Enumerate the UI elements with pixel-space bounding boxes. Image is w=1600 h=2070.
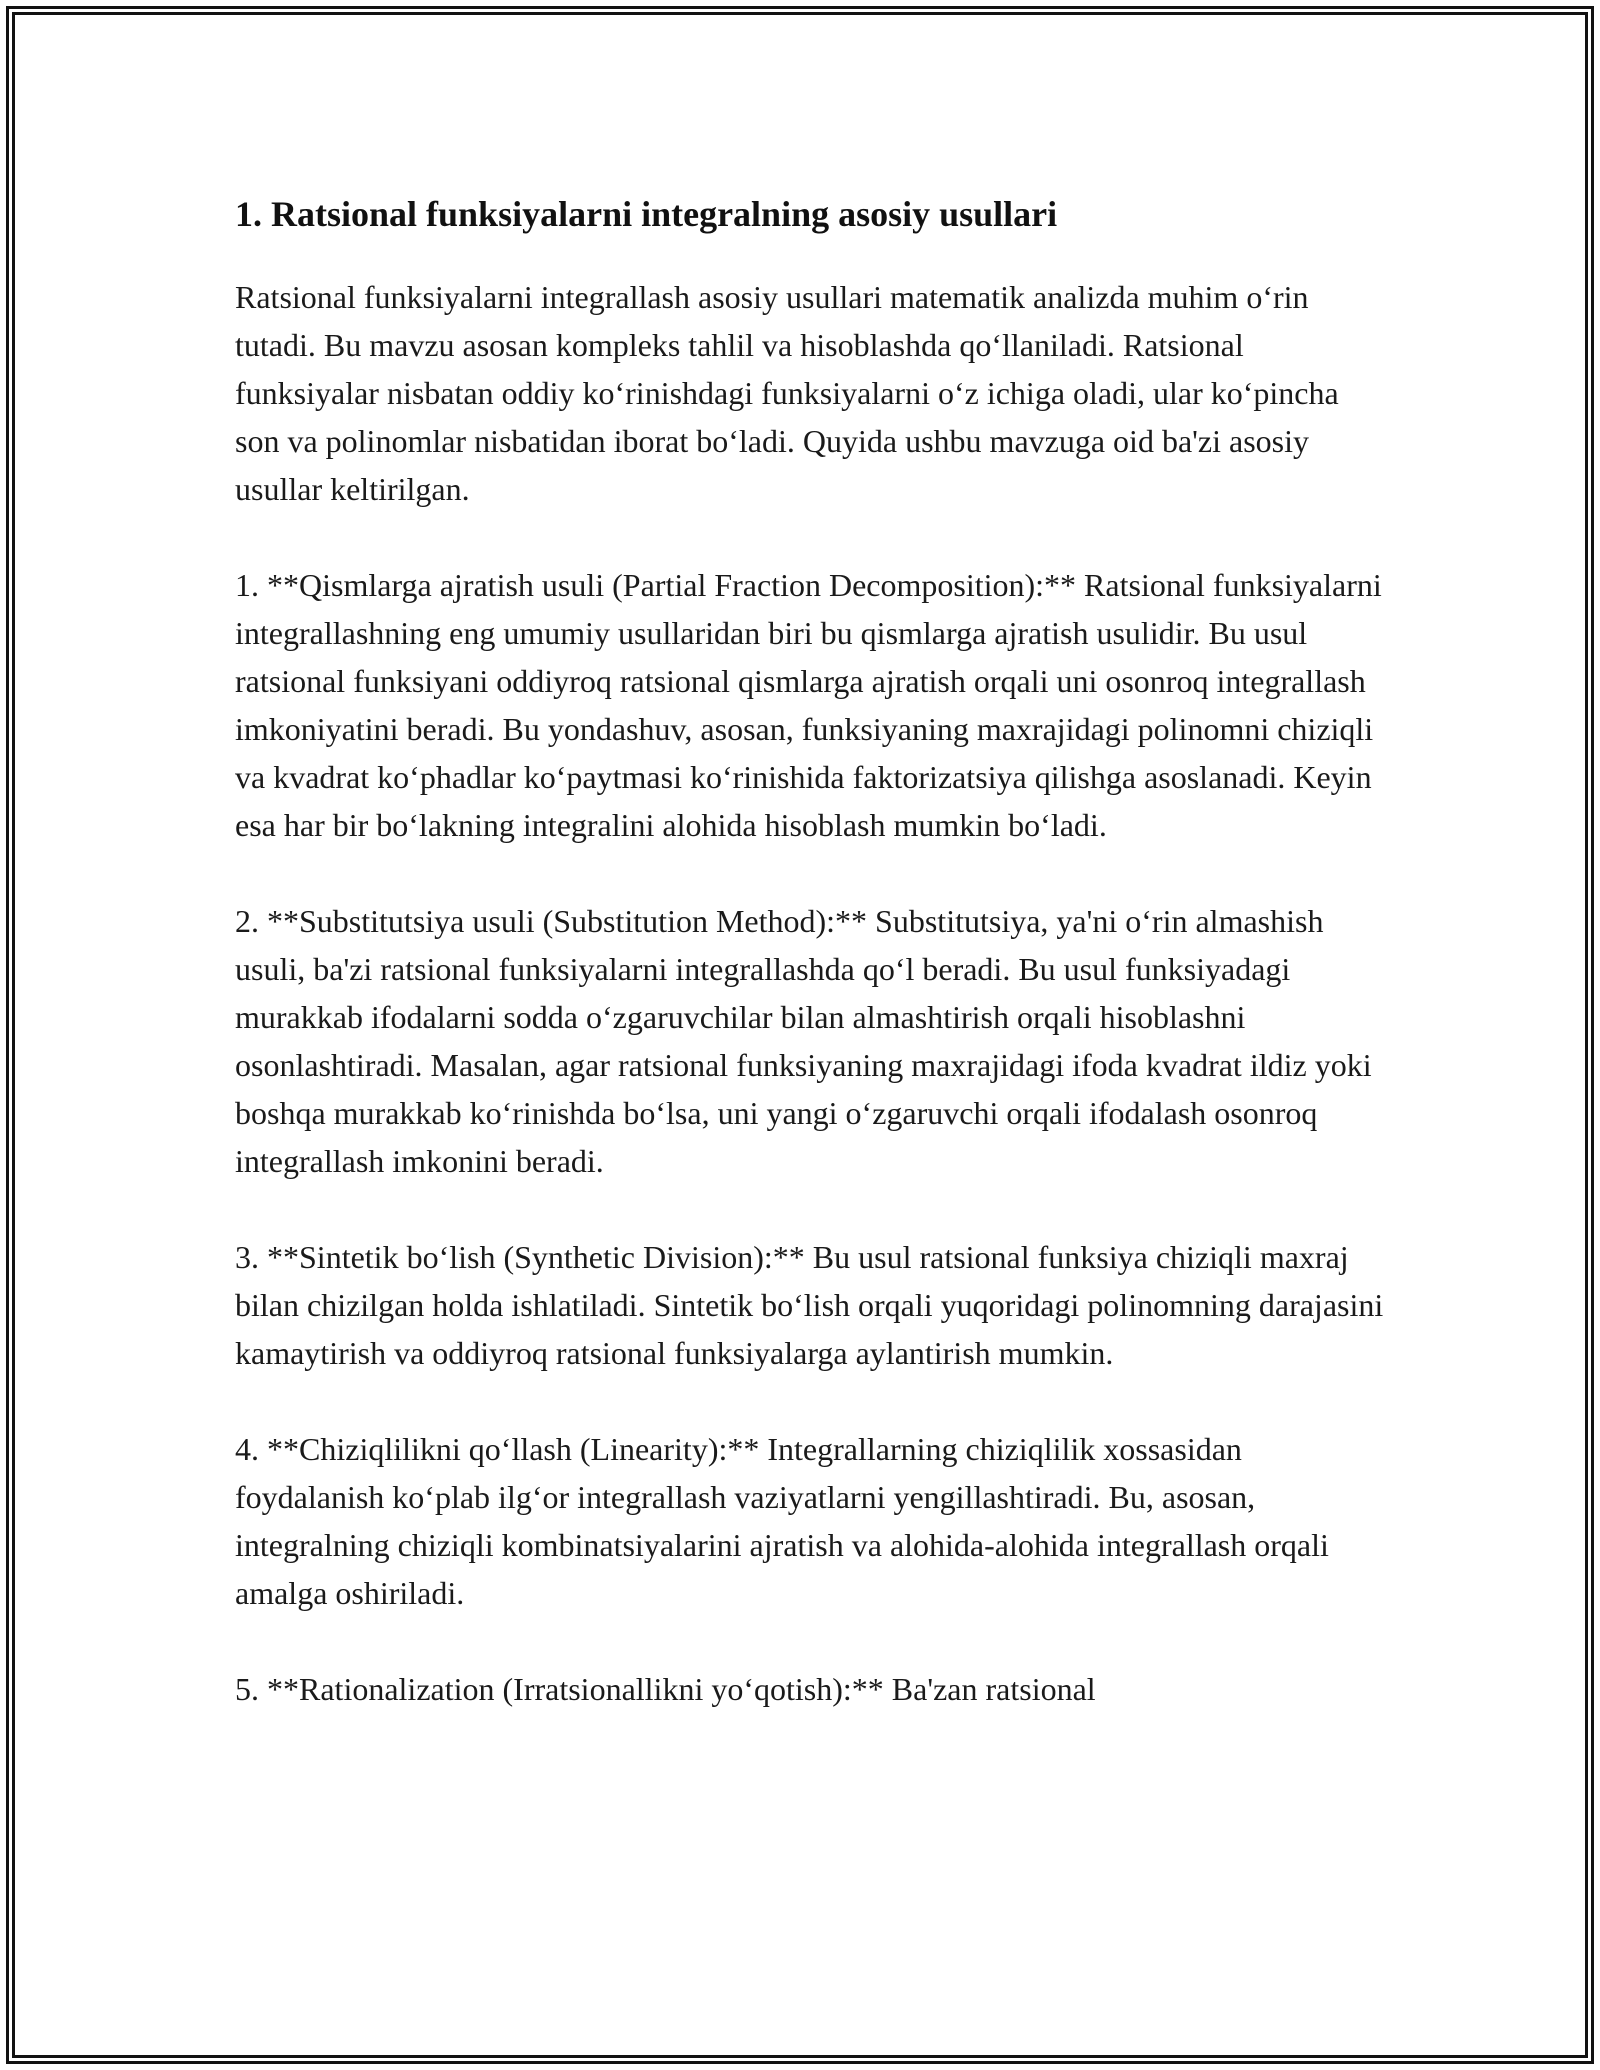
document-title: 1. Ratsional funksiyalarni integralning asosiy usullari [235, 194, 1058, 234]
intro-paragraph: Ratsional funksiyalarni integrallash asosiy usullari matematik analizda muhim o‘rin tutadi. Bu mavzu asosan kompleks tahlil va hisoblashda qo‘llaniladi. Ratsional funksiyalar nisbatan oddiy ko‘rinishdagi funksiyalarni o‘z ichiga oladi, ular ko‘pincha son va polinomlar nisbatidan iborat bo‘ladi. Quyida ushbu mavzuga oid ba'zi asosiy usullar keltirilgan. [235, 279, 1339, 507]
method-linearity-paragraph: 4. **Chiziqlilikni qo‘llash (Linearity):** Integrallarning chiziqlilik xossasidan foydalanish ko‘plab ilg‘or integrallash vaziyatlarni yengillashtiradi. Bu, asosan, integralning chiziqli kombinatsiyalarini ajratish va alohida-alohida integrallash orqali amalga oshiriladi. [235, 1431, 1329, 1611]
method-substitution-paragraph: 2. **Substitutsiya usuli (Substitution Method):** Substitutsiya, ya'ni o‘rin almashish usuli, ba'zi ratsional funksiyalarni integrallashda qo‘l beradi. Bu usul funksiyadagi murakkab ifodalarni sodda o‘zgaruvchilar bilan almashtirish orqali hisoblashni osonlashtiradi. Masalan, agar ratsional funksiyaning maxrajidagi ifoda kvadrat ildiz yoki boshqa murakkab ko‘rinishda bo‘lsa, uni yangi o‘zgaruvchi orqali ifodalash osonroq integrallash imkonini beradi. [235, 903, 1372, 1179]
method-synthetic-division-paragraph: 3. **Sintetik bo‘lish (Synthetic Division):** Bu usul ratsional funksiya chiziqli maxraj bilan chizilgan holda ishlatiladi. Sintetik bo‘lish orqali yuqoridagi polinomning darajasini kamaytirish va oddiyroq ratsional funksiyalarga aylantirish mumkin. [235, 1239, 1384, 1371]
method-rationalization-paragraph: 5. **Rationalization (Irratsionallikni yo‘qotish):** Ba'zan ratsional [235, 1671, 1096, 1707]
document-body [235, 185, 1385, 1761]
method-partial-fraction-paragraph: 1. **Qismlarga ajratish usuli (Partial Fraction Decomposition):** Ratsional funksiyalarni integrallashning eng umumiy usullaridan biri bu qismlarga ajratish usulidir. Bu usul ratsional funksiyani oddiyroq ratsional qismlarga ajratish orqali uni osonroq integrallash imkoniyatini beradi. Bu yondashuv, asosan, funksiyaning maxrajidagi polinomni chiziqli va kvadrat ko‘phadlar ko‘paytmasi ko‘rinishida faktorizatsiya qilishga asoslanadi. Keyin esa har bir bo‘lakning integralini alohida hisoblash mumkin bo‘ladi. [235, 567, 1382, 843]
